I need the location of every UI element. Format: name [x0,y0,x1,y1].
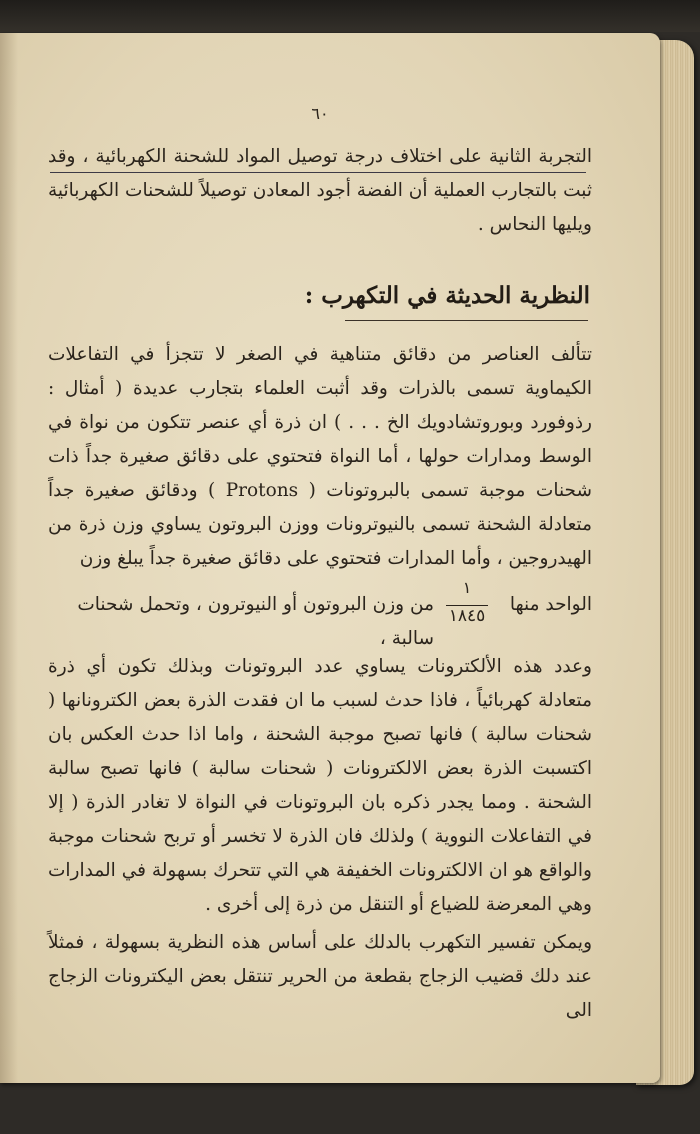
paragraph-atomic-theory: تتألف العناصر من دقائق متناهية في الصغر لا تتجزأ في التفاعلات الكيماوية تسمى بالذرات وقد أثبت العلماء بتجارب عديدة ( أمثال : رذوفورد وبوروتشادويك الخ . . . ) ان ذرة أي عنصر تتكون من نواة في الوسط ومدارات حولها ، أما النواة فتحتوي على دقائق صغيرة جداً ذات شحنات موجبة تسمى بالبروتونات ( Protons ) ودقائق صغيرة جداً متعادلة الشحنة تسمى بالنيوترونات ووزن البروتون يساوي وزن ذرة من الهيدروجين ، وأما المدارات فتحتوي على دقائق صغيرة جداً يبلغ وزن [48,344,593,569]
pen-underline-1 [50,172,586,173]
section-heading: النظرية الحديثة في التكهرب : [304,282,590,309]
page-gutter-shadow [0,33,18,1083]
paragraph-rubbing: ويمكن تفسير التكهرب بالدلك على أساس هذه النظرية بسهولة ، فمثلاً عند دلك قضيب الزجاج بقطعة من الحرير تنتقل بعض اليكترونات الزجاج الى [48,932,592,1021]
fraction-denominator: ١٨٤٥ [448,606,486,626]
paragraph-electrons: وعدد هذه الألكترونات يساوي عدد البروتونات وبذلك تكون أي ذرة متعادلة كهربائياً ، فاذا حدث لسبب ما ان فقدت الذرة بعض الكترونانها ( شحنات سالبة ) فانها تصبح موجبة الشحنة ، واما اذا حدث العكس بان اكتسبت الذرة بعض الالكترونات ( شحنات سالبة ) فانها تصبح سالبة الشحنة . ومما يجدر ذكره بان البروتونات في النواة لا تغادر الذرة ( إلا في التفاعلات النووية ) ولذلك فان الذرة لا تخسر أو تربح شحنات موجبة والواقع هو ان الالكترونات الخفيفة هي التي تتحرك بسهولة في المدارات وهي المعرضة للضياع أو التنقل من ذرة إلى أخرى . [48,656,592,915]
fraction-line-lead: الواحد منها [509,594,592,615]
heading-underline [345,320,588,321]
intro-paragraph: التجربة الثانية على اختلاف درجة توصيل المواد للشحنة الكهربائية ، وقد ثبت بالتجارب العملية أن الفضة أجود المعادن توصيلاً للشحنات الكهربائية ويليها النحاس . [48,146,592,235]
fraction-line-tail: من وزن البروتون أو النيوترون ، وتحمل شحنات سالبة ، [77,594,434,649]
background-strip [0,0,700,32]
page-number: ٦٠ [311,104,329,123]
fraction-numerator: ١ [462,578,472,597]
